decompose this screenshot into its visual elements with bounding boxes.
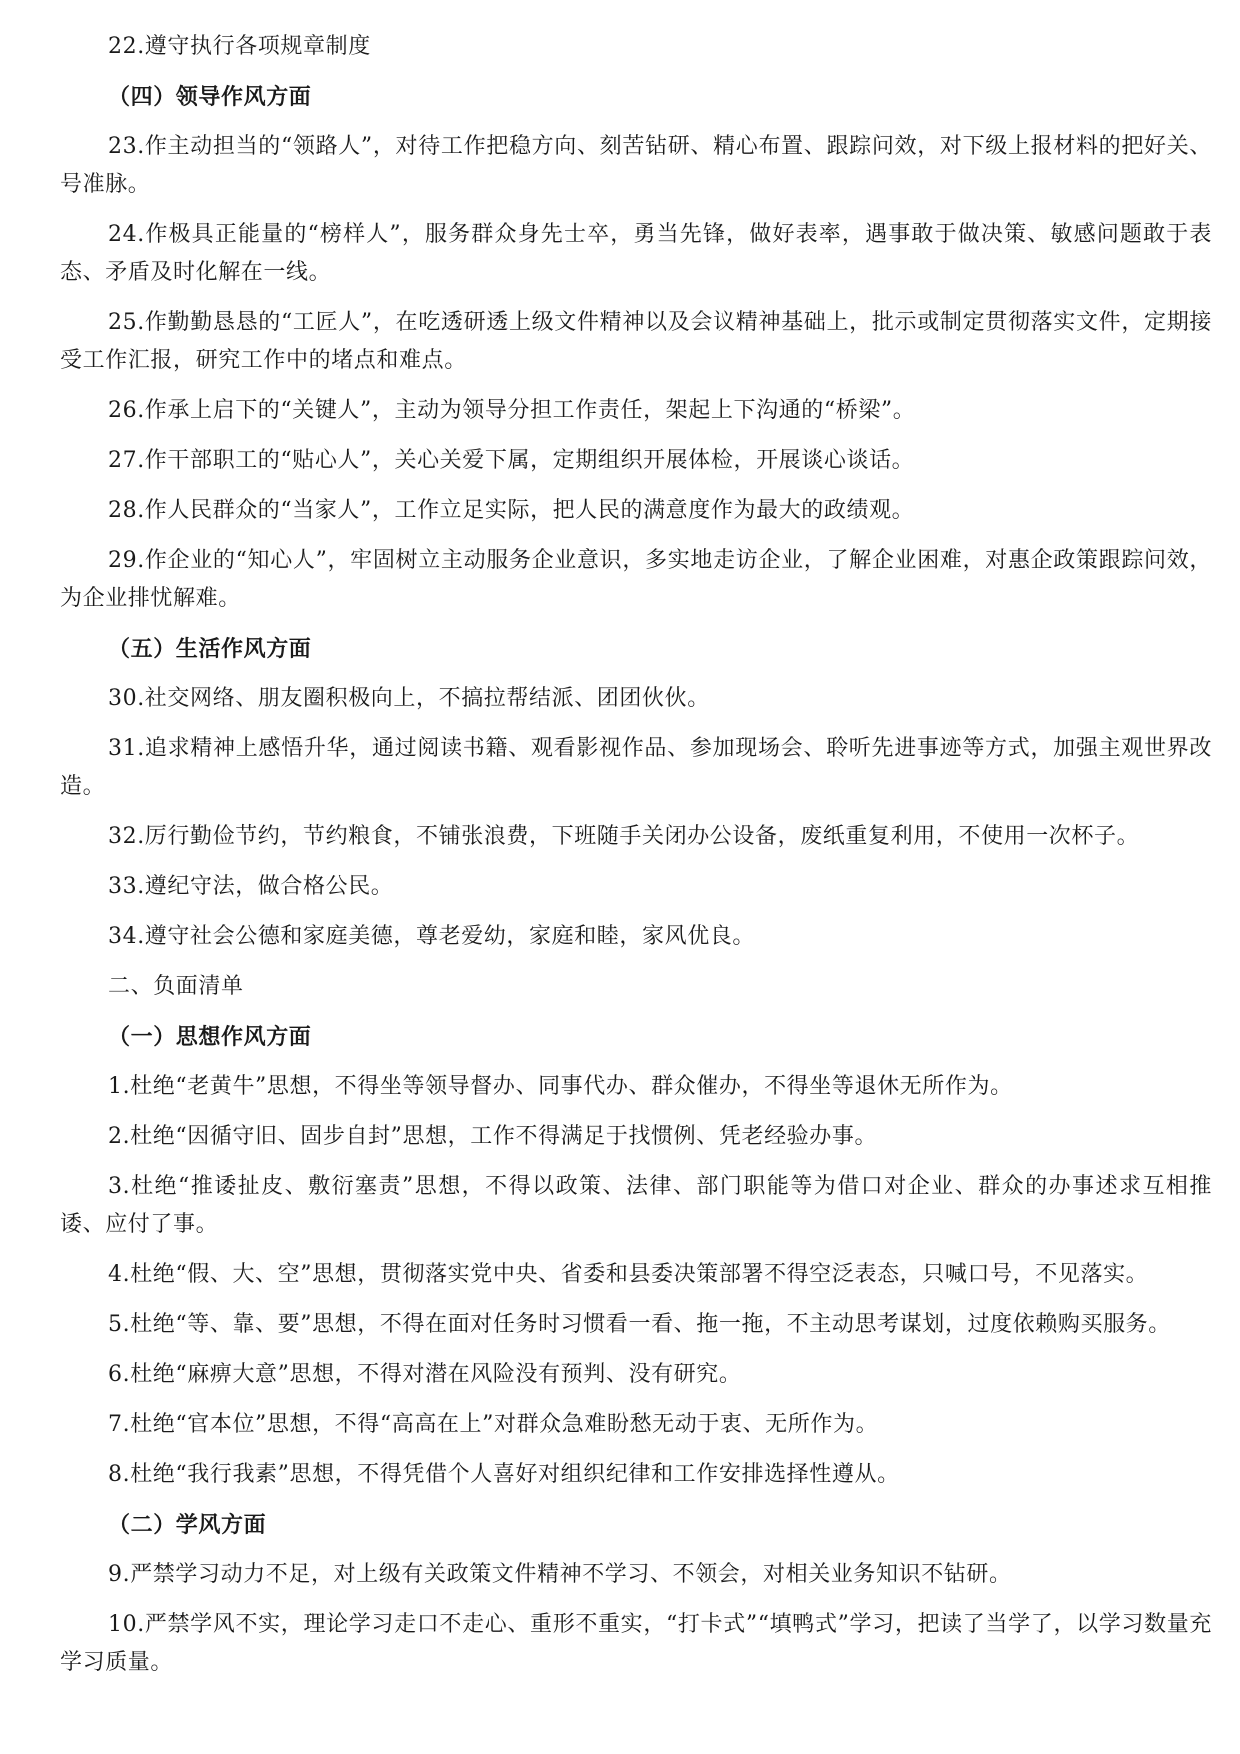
paragraph-27: 27.作干部职工的“贴心人”，关心关爱下属，定期组织开展体检，开展谈心谈话。 bbox=[108, 448, 915, 473]
paragraph-neg-1: 1.杜绝“老黄牛”思想，不得坐等领导督办、同事代办、群众催办，不得坐等退休无所作为。 bbox=[108, 1074, 1013, 1099]
paragraph-neg-10: 10.严禁学风不实，理论学习走口不走心、重形不重实，“打卡式”“填鸭式”学习，把读了当学了，以学习数量充学习质量。 bbox=[60, 1612, 1212, 1675]
paragraph-neg-9: 9.严禁学习动力不足，对上级有关政策文件精神不学习、不领会，对相关业务知识不钻研。 bbox=[108, 1562, 1012, 1587]
section-heading-ideological-style: （一）思想作风方面 bbox=[108, 1024, 312, 1050]
section-heading-life-style: （五）生活作风方面 bbox=[108, 636, 312, 662]
paragraph-neg-2: 2.杜绝“因循守旧、固步自封”思想，工作不得满足于找惯例、凭老经验办事。 bbox=[108, 1124, 878, 1149]
paragraph-neg-4: 4.杜绝“假、大、空”思想，贯彻落实党中央、省委和县委决策部署不得空泛表态，只喊口号，不见落实。 bbox=[108, 1262, 1149, 1287]
paragraph-neg-5: 5.杜绝“等、靠、要”思想，不得在面对任务时习惯看一看、拖一拖，不主动思考谋划，过度依赖购买服务。 bbox=[108, 1312, 1171, 1337]
document-page bbox=[60, 28, 1212, 1694]
section-heading-leadership-style: （四）领导作风方面 bbox=[108, 84, 312, 110]
paragraph-34: 34.遵守社会公德和家庭美德，尊老爱幼，家庭和睦，家风优良。 bbox=[108, 924, 755, 949]
paragraph-25: 25.作勤勤恳恳的“工匠人”，在吃透研透上级文件精神以及会议精神基础上，批示或制定贯彻落实文件，定期接受工作汇报，研究工作中的堵点和难点。 bbox=[60, 310, 1212, 373]
paragraph-neg-3: 3.杜绝“推诿扯皮、敷衍塞责”思想，不得以政策、法律、部门职能等为借口对企业、群众的办事述求互相推诿、应付了事。 bbox=[60, 1174, 1212, 1237]
chapter-heading-negative-list: 二、负面清单 bbox=[108, 974, 244, 999]
paragraph-28: 28.作人民群众的“当家人”，工作立足实际，把人民的满意度作为最大的政绩观。 bbox=[108, 498, 915, 523]
paragraph-29: 29.作企业的“知心人”，牢固树立主动服务企业意识，多实地走访企业，了解企业困难，对惠企政策跟踪问效，为企业排忧解难。 bbox=[60, 548, 1212, 611]
paragraph-33: 33.遵纪守法，做合格公民。 bbox=[108, 874, 394, 899]
paragraph-30: 30.社交网络、朋友圈积极向上，不搞拉帮结派、团团伙伙。 bbox=[108, 686, 710, 711]
paragraph-32: 32.厉行勤俭节约，节约粮食，不铺张浪费，下班随手关闭办公设备，废纸重复利用，不使用一次杯子。 bbox=[108, 824, 1140, 849]
section-heading-study-style: （二）学风方面 bbox=[108, 1512, 267, 1538]
paragraph-24: 24.作极具正能量的“榜样人”，服务群众身先士卒，勇当先锋，做好表率，遇事敢于做决策、敏感问题敢于表态、矛盾及时化解在一线。 bbox=[60, 222, 1212, 285]
paragraph-23: 23.作主动担当的“领路人”，对待工作把稳方向、刻苦钻研、精心布置、跟踪问效，对下级上报材料的把好关、号准脉。 bbox=[60, 134, 1212, 197]
paragraph-neg-8: 8.杜绝“我行我素”思想，不得凭借个人喜好对组织纪律和工作安排选择性遵从。 bbox=[108, 1462, 900, 1487]
paragraph-31: 31.追求精神上感悟升华，通过阅读书籍、观看影视作品、参加现场会、聆听先进事迹等方式，加强主观世界改造。 bbox=[60, 736, 1212, 799]
paragraph-neg-7: 7.杜绝“官本位”思想，不得“高高在上”对群众急难盼愁无动于衷、无所作为。 bbox=[108, 1412, 879, 1437]
paragraph-26: 26.作承上启下的“关键人”，主动为领导分担工作责任，架起上下沟通的“桥梁”。 bbox=[108, 398, 916, 423]
paragraph-neg-6: 6.杜绝“麻痹大意”思想，不得对潜在风险没有预判、没有研究。 bbox=[108, 1362, 742, 1387]
paragraph-22: 22.遵守执行各项规章制度 bbox=[108, 34, 371, 59]
